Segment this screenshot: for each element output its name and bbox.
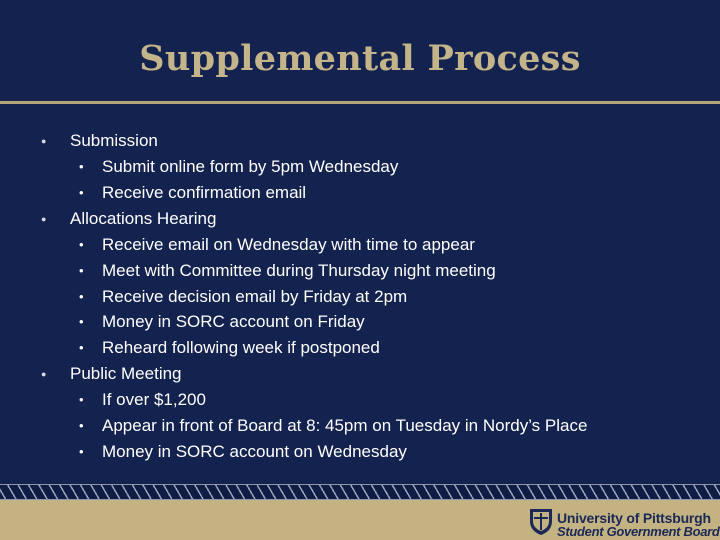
bullet-icon: •: [79, 159, 84, 174]
logo-line-sgb: Student Government Board: [557, 524, 720, 539]
bullet-label: Allocations Hearing: [70, 208, 217, 228]
sub-bullet-item: [0, 413, 720, 439]
sub-bullet-label: Appear in front of Board at 8: 45pm on Tuesday in Nordy’s Place: [102, 416, 588, 436]
bullet-icon: •: [79, 392, 84, 408]
bullet-label: Public Meeting: [70, 364, 182, 384]
sub-bullet-item: [0, 154, 720, 180]
bullet-icon: •: [79, 314, 84, 330]
sub-bullet-label: Money in SORC account on Wednesday: [102, 442, 407, 462]
bullet-item-public-meeting: [0, 361, 720, 387]
sub-bullet-label: Submit online form by 5pm Wednesday: [102, 157, 399, 176]
bullet-item-allocations-hearing: [0, 206, 720, 232]
bullet-icon: ●: [41, 136, 47, 146]
bullet-icon: •: [79, 184, 84, 200]
university-crest-icon: [528, 506, 554, 536]
sub-bullet-item: [0, 232, 720, 258]
sub-bullet-label: Receive decision email by Friday at 2pm: [102, 286, 408, 306]
sub-bullet-label: Meet with Committee during Thursday night meeting: [102, 260, 496, 280]
sub-bullet-item: [0, 387, 720, 413]
bullet-icon: ●: [41, 213, 47, 224]
sub-bullet-label: Money in SORC account on Friday: [102, 312, 365, 332]
sub-bullet-item: [0, 439, 720, 465]
sub-bullet-label: Reheard following week if postponed: [102, 338, 380, 358]
bullet-icon: •: [79, 288, 84, 304]
bullet-icon: •: [79, 262, 84, 278]
sub-bullet-item: [0, 258, 720, 284]
bullet-item-submission: [0, 128, 720, 154]
bullet-label: Submission: [70, 131, 158, 150]
bullet-icon: ●: [41, 369, 47, 380]
bullet-icon: •: [79, 444, 84, 460]
sub-bullet-item: [0, 335, 720, 361]
slide-title: Supplemental Process: [139, 38, 581, 79]
sub-bullet-label: Receive confirmation email: [102, 182, 307, 202]
sub-bullet-item: [0, 309, 720, 335]
bullet-icon: •: [79, 418, 84, 434]
bullet-list: [0, 128, 720, 465]
sub-bullet-item: [0, 284, 720, 310]
sub-bullet-item: [0, 180, 720, 206]
title-divider: [0, 101, 720, 104]
logo-line-university: University of Pittsburgh: [557, 510, 711, 526]
bullet-icon: •: [79, 236, 84, 252]
hatch-band: [0, 484, 720, 500]
bullet-icon: •: [79, 340, 84, 356]
sub-bullet-label: If over $1,200: [102, 390, 206, 410]
sub-bullet-label: Receive email on Wednesday with time to appear: [102, 234, 475, 254]
